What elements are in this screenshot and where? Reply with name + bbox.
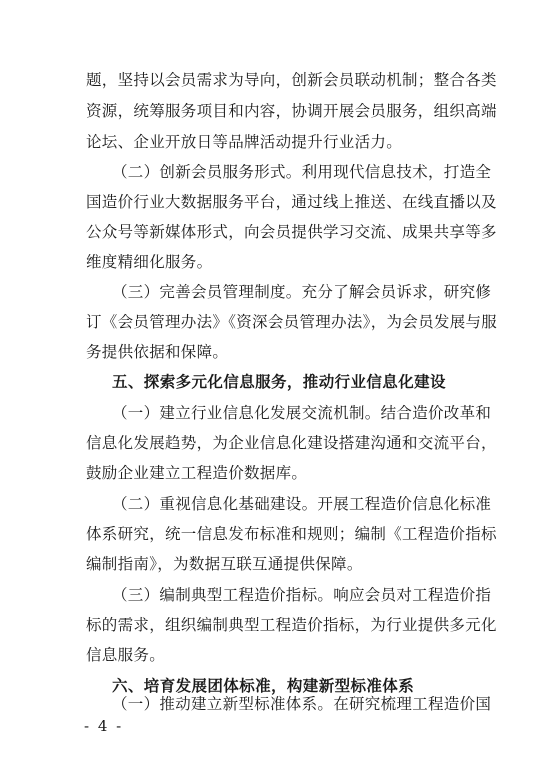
body-line: 论坛、企业开放日等品牌活动提升行业活力。 <box>86 133 403 151</box>
body-line: （二）创新会员服务形式。利用现代信息技术，打造全 <box>112 163 492 181</box>
body-line: 资源，统筹服务项目和内容，协调开展会员服务，组织高端 <box>86 102 497 120</box>
body-line: 务提供依据和保障。 <box>86 343 229 361</box>
page-number: - 4 - <box>84 717 124 735</box>
body-line: 维度精细化服务。 <box>86 253 213 271</box>
body-line: （二）重视信息化基础建设。开展工程造价信息化标准 <box>112 495 492 513</box>
body-line: （三）编制典型工程造价指标。响应会员对工程造价指 <box>112 586 492 604</box>
section-heading: 六、培育发展团体标准，构建新型标准体系 <box>112 677 415 695</box>
body-line: 订《会员管理办法》《资深会员管理办法》，为会员发展与服 <box>86 313 498 331</box>
body-line: 编制指南》，为数据互联互通提供保障。 <box>86 555 363 573</box>
body-line: 信息化发展趋势，为企业信息化建设搭建沟通和交流平台， <box>86 434 497 452</box>
body-line: （一）建立行业信息化发展交流机制。结合造价改革和 <box>112 404 492 422</box>
body-line: 题，坚持以会员需求为导向，创新会员联动机制；整合各类 <box>86 71 497 89</box>
body-line: 鼓励企业建立工程造价数据库。 <box>86 464 308 482</box>
body-line: 公众号等新媒体形式，向会员提供学习交流、成果共享等多 <box>86 223 497 241</box>
section-heading: 五、探索多元化信息服务，推动行业信息化建设 <box>112 373 446 391</box>
body-line: （三）完善会员管理制度。充分了解会员诉求，研究修 <box>112 283 492 301</box>
body-line: 标的需求，组织编制典型工程造价指标，为行业提供多元化 <box>86 616 497 634</box>
body-line: 国造价行业大数据服务平台，通过线上推送、在线直播以及 <box>86 193 497 211</box>
body-line: 信息服务。 <box>86 646 166 664</box>
body-line: （一）推动建立新型标准体系。在研究梳理工程造价国 <box>112 695 492 713</box>
body-line: 体系研究，统一信息发布标准和规则；编制《工程造价指标 <box>86 525 497 543</box>
